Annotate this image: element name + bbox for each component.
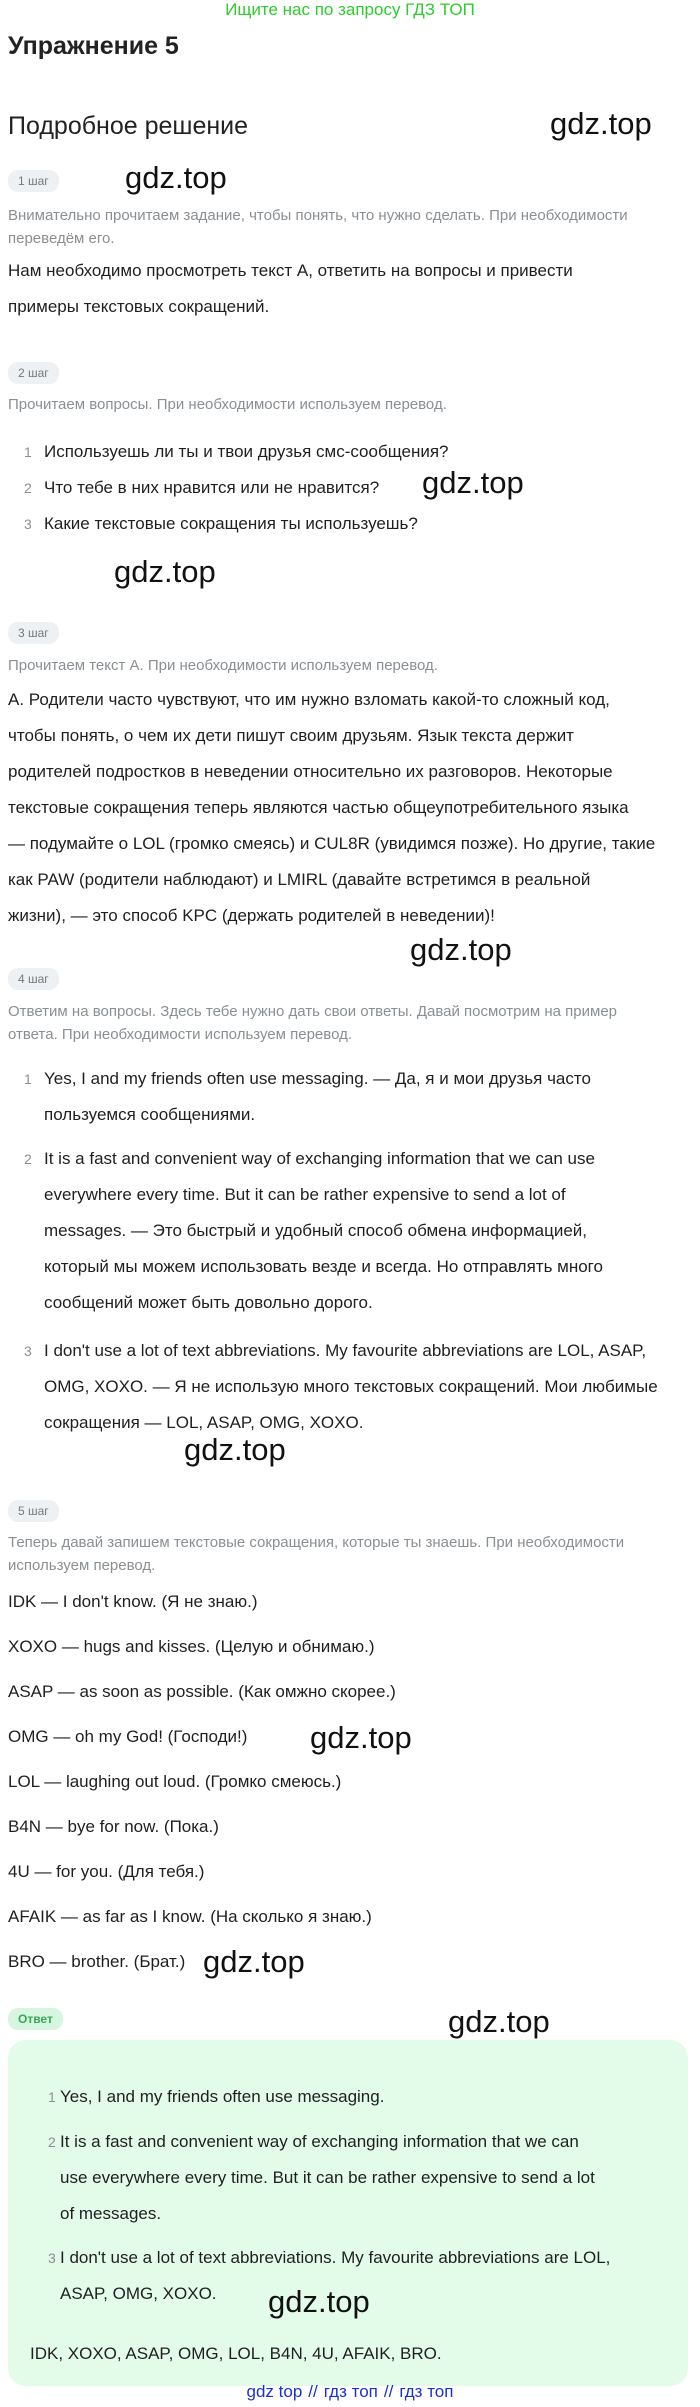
step-hint: используем перевод. [8,1557,156,1574]
item-line: OMG, XOXO. — Я не использую много текстовых сокращений. Мои любимые [44,1377,658,1396]
list-item [8,470,688,506]
step-hint: Теперь давай запишем текстовые сокращения, которые ты знаешь. При необходимости [8,1534,625,1551]
step-badge: 2 шаг [8,362,59,384]
step-badge: 3 шаг [8,622,59,644]
watermark: gdz.top [422,465,524,500]
paragraph-line: чтобы понять, о чем их дети пишут своим друзьям. Язык текста держит [8,726,574,745]
item-text: Что тебе в них нравится или не нравится? [44,478,380,497]
abbreviation-line: XOXO — hugs and kisses. (Целую и обнимаю.) [8,1637,375,1656]
answer-item [16,2124,676,2232]
item-number: 1 [48,2089,56,2105]
item-line: It is a fast and convenient way of exchanging information that we can use [44,1149,595,1168]
watermark: gdz.top [310,1720,412,1755]
item-line: сообщений может быть довольно дорого. [44,1293,373,1312]
item-line: It is a fast and convenient way of exchanging information that we can [60,2132,579,2151]
exercise-title: Упражнение 5 [8,32,179,60]
abbreviation-line: IDK — I don't know. (Я не знаю.) [8,1592,258,1611]
abbreviation-line: 4U — for you. (Для тебя.) [8,1862,205,1881]
list-item [8,434,688,470]
watermark: gdz.top [448,2004,550,2039]
step-text: Нам необходимо просмотреть текст A, ответить на вопросы и привести [8,261,573,280]
item-line: messages. — Это быстрый и удобный способ обмена информацией, [44,1221,587,1240]
step-hint: ответа. При необходимости используем перевод. [8,1026,353,1043]
solution-title: Подробное решение [8,112,249,140]
top-banner-link[interactable]: Ищите нас по запросу ГДЗ ТОП [225,0,475,19]
item-line: сокращения — LOL, ASAP, OMG, XOXO. [44,1413,364,1432]
step-hint: Ответим на вопросы. Здесь тебе нужно дать свои ответы. Давай посмотрим на пример [8,1003,618,1020]
footer-link[interactable]: гдз топ [399,2382,454,2401]
abbreviation-line: OMG — oh my God! (Господи!) [8,1727,248,1746]
item-line: который мы можем использовать везде и всегда. Но отправлять много [44,1257,603,1276]
watermark: gdz.top [550,106,652,141]
step-text: примеры текстовых сокращений. [8,297,270,316]
watermark: gdz.top [184,1432,286,1467]
item-line: ASAP, OMG, XOXO. [60,2284,217,2303]
footer-links [0,2382,700,2402]
abbreviation-line: ASAP — as soon as possible. (Как омжно скорее.) [8,1682,396,1701]
questions-list [8,434,688,542]
watermark: gdz.top [268,2284,370,2319]
item-line: of messages. [60,2204,162,2223]
step-badge: 4 шаг [8,968,59,990]
footer-separator: // [383,2382,394,2401]
paragraph-line: жизни), — это способ KPC (держать родителей в неведении)! [8,906,495,925]
watermark: gdz.top [114,554,216,589]
step-badge: 5 шаг [8,1500,59,1522]
abbreviation-line: AFAIK — as far as I know. (На сколько я знаю.) [8,1907,372,1926]
step-badge: 1 шаг [8,170,59,192]
item-number: 3 [24,1343,32,1359]
item-number: 1 [24,1071,32,1087]
answer-item [16,2079,676,2115]
item-number: 2 [24,480,32,496]
list-item [8,506,688,542]
item-line: I don't use a lot of text abbreviations. My favourite abbreviations are LOL, [60,2248,611,2267]
step-hint: Внимательно прочитаем задание, чтобы понять, что нужно сделать. При необходимости [8,207,628,224]
answer-badge: Ответ [8,2008,63,2030]
item-line: I don't use a lot of text abbreviations. My favourite abbreviations are LOL, ASAP, [44,1341,647,1360]
footer-link[interactable]: гдз топ [323,2382,378,2401]
footer-link[interactable]: gdz top [246,2382,303,2401]
paragraph-line: как PAW (родители наблюдают) и LMIRL (давайте встретимся в реальной [8,870,591,889]
watermark: gdz.top [203,1944,305,1979]
item-line: пользуемся сообщениями. [44,1105,256,1124]
abbreviation-line: B4N — bye for now. (Пока.) [8,1817,219,1836]
answer-summary: IDK, XOXO, ASAP, OMG, LOL, B4N, 4U, AFAIK, BRO. [30,2344,442,2363]
item-line: Yes, I and my friends often use messaging. [60,2087,385,2106]
item-line: Yes, I and my friends often use messaging. — Да, я и мои друзья часто [44,1069,591,1088]
paragraph-line: — подумайте о LOL (громко смеясь) и CUL8R (увидимся позже). Но другие, такие [8,834,656,853]
answer-item [8,1333,688,1441]
step-hint: переведём его. [8,230,115,247]
abbreviation-line: LOL — laughing out loud. (Громко смеюсь.) [8,1772,342,1791]
paragraph-line: A. Родители часто чувствуют, что им нужно взломать какой-то сложный код, [8,690,610,709]
item-line: use everywhere every time. But it can be rather expensive to send a lot [60,2168,595,2187]
footer-separator: // [308,2382,318,2401]
answer-item [8,1061,688,1133]
item-text: Какие текстовые сокращения ты используешь? [44,514,418,533]
item-number: 2 [48,2134,56,2150]
watermark: gdz.top [410,932,512,967]
paragraph-line: родителей подростков в неведении относительно их разговоров. Некоторые [8,762,613,781]
answer-item [8,1141,688,1321]
abbreviation-line: BRO — brother. (Брат.) [8,1952,186,1971]
item-number: 2 [24,1151,32,1167]
watermark: gdz.top [125,160,227,195]
item-number: 1 [24,444,32,460]
item-number: 3 [48,2250,56,2266]
item-number: 3 [24,516,32,532]
paragraph-line: текстовые сокращения теперь являются частью общеупотребительного языка [8,798,629,817]
step-hint: Прочитаем вопросы. При необходимости используем перевод. [8,396,447,413]
item-text: Используешь ли ты и твои друзья смс-сообщения? [44,442,449,461]
step-hint: Прочитаем текст A. При необходимости используем перевод. [8,657,438,674]
item-line: everywhere every time. But it can be rather expensive to send a lot of [44,1185,566,1204]
